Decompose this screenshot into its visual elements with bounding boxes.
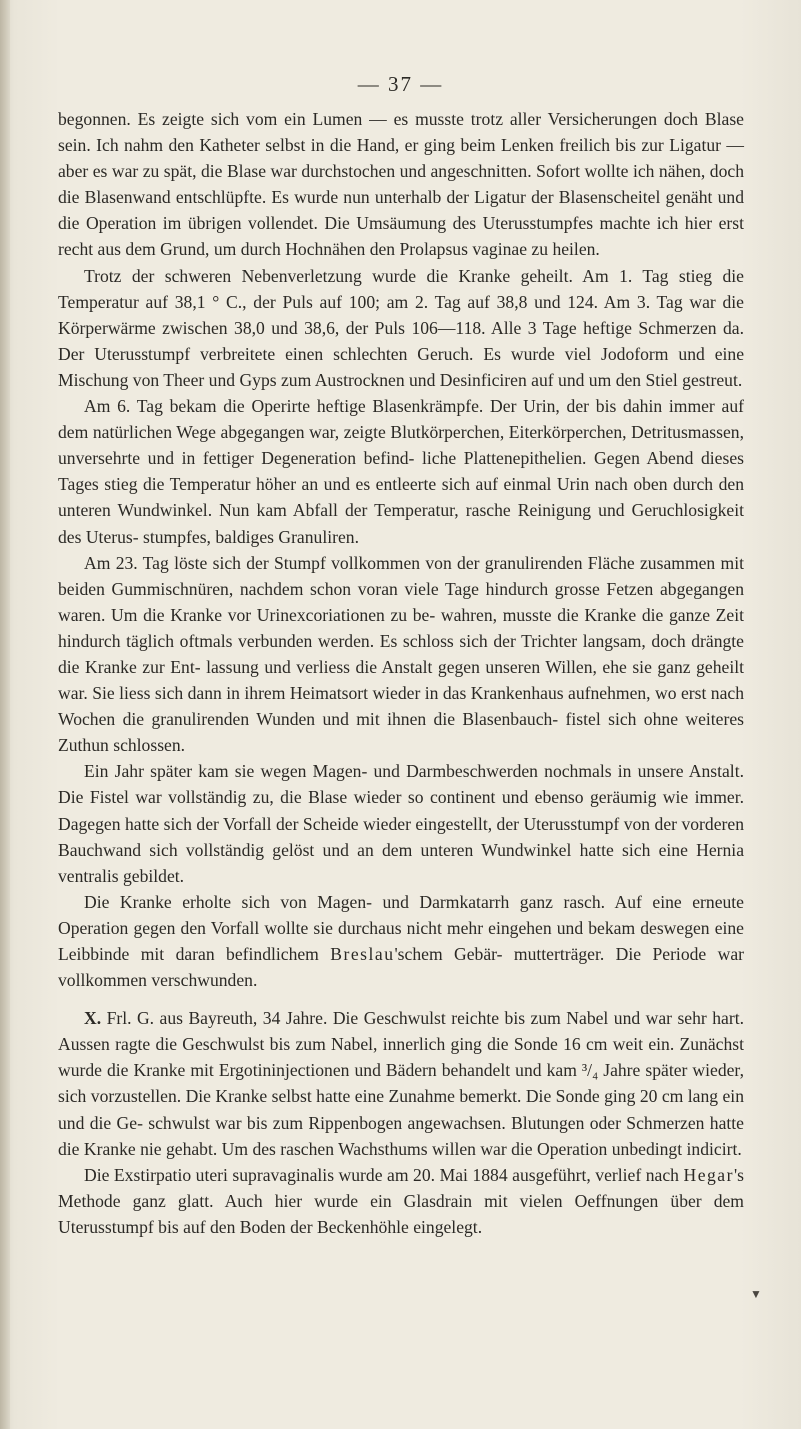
ink-speck: ▼ bbox=[750, 1287, 762, 1301]
paragraph-6-text-before: Die Kranke erholte sich von Magen- und Darmkatarrh ganz rasch. Auf eine erneute Operation gegen den Vorfall wollte sie durchaus nicht mehr eingehen und bekam deswegen eine Leibbinde mit daran befindlichem bbox=[58, 891, 744, 964]
paragraph-8 bbox=[58, 1162, 744, 1240]
section-gap bbox=[58, 993, 744, 1005]
spaced-name-hegar: Hegar bbox=[683, 1164, 734, 1185]
paragraph-5: Ein Jahr später kam sie wegen Magen- und Darmbeschwerden nochmals in unsere Anstalt. Die Fistel war vollständig zu, die Blase wieder so continent und ebenso geräumig wie immer. Dagegen hatte sich der Vorfall der Scheide wieder eingestellt, der Uterusstumpf von der vorderen Bauchwand sich vollständig gelöst und an dem unteren Wundwinkel hatte sich eine Hernia ventralis gebildet. bbox=[58, 761, 744, 886]
paragraph-7 bbox=[58, 1005, 744, 1162]
paragraph-8-text-before: Die Exstirpatio uteri supravaginalis wurde am 20. Mai 1884 ausgeführt, verlief nach bbox=[84, 1164, 684, 1185]
spaced-name-breslau: Breslau bbox=[330, 944, 395, 964]
paragraph-3: Am 6. Tag bekam die Operirte heftige Blasenkrämpfe. Der Urin, der bis dahin immer auf dem natürlichen Wege abgegangen war, zeigte Blutkörperchen, Eiterkörperchen, Detritusmassen, unversehrte und in fettiger Degeneration befind- liche Plattenepithelien. Gegen Abend dieses Tages stieg die Temperatur höher an und es entleerte sich auf einmal Urin nach oben durch den unteren Wundwinkel. Nun kam Abfall der Temperatur, rasche Reinigung und Geruchlosigkeit des Uterus- stumpfes, baldiges Granuliren. bbox=[58, 396, 744, 547]
paragraph-1: begonnen. Es zeigte sich vom ein Lumen — es musste trotz aller Versicherungen doch Blase sein. Ich nahm den Katheter selbst in die Hand, er ging beim Lenken freilich bis zur Ligatur — aber es war zu spät, die Blase war durchstochen und angeschnitten. Sofort wollte ich nähen, doch die Blasenwand entschlüpfte. Es wurde nun unterhalb der Ligatur der Blasenscheitel genäht und die Operation im übrigen vollendet. Die Umsäumung des Uterusstumpfes machte ich hier erst recht aus dem Grund, um durch Hochnähen den Prolapsus vaginae zu heilen. bbox=[58, 109, 744, 260]
paragraph-7-text: Frl. G. aus Bayreuth, 34 Jahre. Die Geschwulst reichte bis zum Nabel und war sehr hart. Aussen ragte die Geschwulst bis zum Nabel, innerlich ging die Sonde 16 cm weit ein. Zunächst wurde die Kranke mit Ergotininjectionen und Bädern behandelt und kam ³/₄ Jahre später wieder, sich vorzustellen. Die Kranke selbst hatte eine Zunahme bemerkt. Die Sonde ging 20 cm lang ein und die Ge- schwulst war bis zum Rippenbogen angewachsen. Blutungen oder Schmerzen hatte die Kranke nie gehabt. Um des raschen Wachsthums willen war die Operation unbedingt indicirt. bbox=[58, 1008, 744, 1159]
paragraph-6-text-after: 'schem Gebär- mutterträger. Die Periode war vollkommen verschwunden. bbox=[58, 944, 744, 991]
paragraph-6 bbox=[58, 889, 744, 993]
paragraph-4: Am 23. Tag löste sich der Stumpf vollkommen von der granulirenden Fläche zusammen mit beiden Gummischnüren, nachdem schon voran viele Tage hindurch grosse Fetzen abgegangen waren. Um die Kranke vor Urinexcoriationen zu be- wahren, musste die Kranke die ganze Zeit hindurch täglich oftmals verbunden werden. Es schloss sich der Trichter langsam, doch drängte die Kranke zur Ent- lassung und verliess die Anstalt gegen unseren Willen, ehe sie ganz geheilt war. Sie liess sich dann in ihrem Heimatsort wieder in das Krankenhaus aufnehmen, wo erst nach Wochen die granulirenden Wunden und mit ihnen die Blasenbauch- fistel sich ohne weiteres Zuthun schlossen. bbox=[58, 552, 744, 756]
paragraph-2: Trotz der schweren Nebenverletzung wurde die Kranke geheilt. Am 1. Tag stieg die Temperatur auf 38,1 ° C., der Puls auf 100; am 2. Tag auf 38,8 und 124. Am 3. Tag war die Körperwärme zwischen 38,0 und 38,6, der Puls 106—118. Alle 3 Tage heftige Schmerzen da. Der Uterusstumpf verbreitete einen schlechten Geruch. Es wurde viel Jodoform und eine Mischung von Theer und Gyps zum Austrocknen und Desinficiren auf und um den Stiel gestreut. bbox=[58, 265, 744, 390]
paragraph-8-text-after: 's Methode ganz glatt. Auch hier wurde ein Glasdrain mit vielen Oeffnungen über dem Uterusstumpf bis auf den Boden der Beckenhöhle eingelegt. bbox=[58, 1164, 744, 1237]
page-number: — 37 — bbox=[357, 72, 444, 96]
case-number: X. bbox=[84, 1008, 102, 1029]
book-spine-shadow bbox=[0, 0, 10, 1429]
body-text bbox=[58, 106, 744, 1240]
